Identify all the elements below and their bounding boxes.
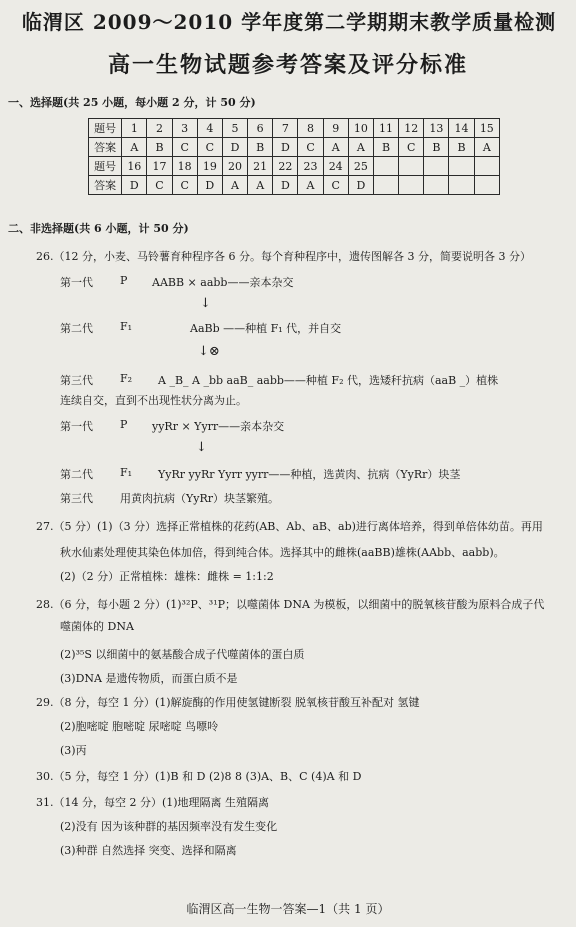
q27-line2: 秋水仙素处理使其染色体加倍，得到纯合体。选择其中的雌株(aaBB)雄株(AAbb、aabb)。	[60, 546, 505, 559]
table-row	[89, 176, 500, 195]
potato-gen2-label: 第二代	[60, 468, 93, 481]
table-cell: 1	[122, 119, 147, 138]
table-cell: 13	[424, 119, 449, 138]
wheat-gen3-text: A _B_ A _bb aaB_ aabb——种植 F₂ 代，选矮秆抗病（aaB _）植株	[158, 374, 499, 387]
potato-gen1-cross: yyRr × Yyrr——亲本杂交	[152, 420, 285, 433]
q28-line3: (2)³⁵S 以细菌中的氨基酸合成子代噬菌体的蛋白质	[60, 648, 305, 661]
table-cell	[449, 157, 474, 176]
table-cell	[399, 176, 424, 195]
table-cell: C	[197, 138, 222, 157]
table-cell: C	[323, 176, 348, 195]
table-row	[89, 119, 500, 138]
table-cell	[424, 176, 449, 195]
table-cell: 25	[348, 157, 373, 176]
table-row-header: 答案	[89, 176, 122, 195]
q28-line2: 噬菌体的 DNA	[60, 620, 134, 633]
wheat-gen1-cross: AABB × aabb——亲本杂交	[152, 276, 294, 289]
table-cell: B	[147, 138, 172, 157]
potato-gen1-label: 第一代	[60, 420, 93, 433]
wheat-gen3-f2: F₂	[120, 372, 133, 385]
section-nonchoice-heading: 二、非选择题(共 6 小题，计 50 分)	[8, 222, 189, 235]
wheat-gen2-f1: F₁	[120, 320, 133, 333]
table-cell: C	[298, 138, 323, 157]
table-cell: 4	[197, 119, 222, 138]
table-row-header: 答案	[89, 138, 122, 157]
q27-line1: 27.（5 分）(1)（3 分）选择正常植株的花药(AB、Ab、aB、ab)进行离体培养，得到单倍体幼苗。再用	[36, 520, 543, 533]
table-cell: A	[222, 176, 247, 195]
table-cell: 2	[147, 119, 172, 138]
q26-intro: 26.（12 分，小麦、马铃薯育种程序各 6 分。每个育种程序中，遗传图解各 3 分，简要说明各 3 分）	[36, 250, 531, 263]
table-cell	[424, 157, 449, 176]
wheat-gen3-cont: 连续自交，直到不出现性状分离为止。	[60, 394, 247, 407]
table-row-header: 题号	[89, 157, 122, 176]
table-cell: 24	[323, 157, 348, 176]
wheat-gen3-label: 第三代	[60, 374, 93, 387]
table-cell: 20	[222, 157, 247, 176]
table-row-header: 题号	[89, 119, 122, 138]
table-cell: 14	[449, 119, 474, 138]
q27-line3: (2)（2 分）正常植株：雄株：雌株 = 1:1:2	[60, 570, 274, 583]
page-title: 高一生物试题参考答案及评分标准	[107, 53, 468, 78]
table-cell: 15	[474, 119, 499, 138]
table-cell: C	[172, 176, 197, 195]
q31-line3: (3)种群 自然选择 突变、选择和隔离	[60, 844, 237, 857]
table-cell	[399, 157, 424, 176]
table-cell: A	[323, 138, 348, 157]
table-cell	[373, 176, 398, 195]
table-cell: A	[348, 138, 373, 157]
potato-gen3-text: 用黄肉抗病（YyRr）块茎繁殖。	[120, 492, 280, 505]
table-cell: A	[474, 138, 499, 157]
potato-gen3-label: 第三代	[60, 492, 93, 505]
table-cell: 22	[273, 157, 298, 176]
q29-line2: (2)胞嘧啶 胞嘧啶 尿嘧啶 鸟嘌呤	[60, 720, 219, 733]
down-arrow-icon: ↓	[200, 296, 211, 311]
table-cell: D	[348, 176, 373, 195]
table-cell: B	[449, 138, 474, 157]
q29-line3: (3)丙	[60, 744, 87, 757]
selfing-arrow-icon: ↓⊗	[198, 344, 220, 359]
table-cell: 18	[172, 157, 197, 176]
q28-line1: 28.（6 分，每小题 2 分）(1)³²P、³¹P；以噬菌体 DNA 为模板，以细菌中的脱氧核苷酸为原料合成子代	[36, 598, 545, 611]
table-cell: 6	[248, 119, 273, 138]
table-cell: B	[248, 138, 273, 157]
table-cell: 5	[222, 119, 247, 138]
q28-line4: (3)DNA 是遗传物质，而蛋白质不是	[60, 672, 238, 685]
wheat-gen2-text: AaBb ——种植 F₁ 代，并自交	[190, 322, 342, 335]
q29-line1: 29.（8 分，每空 1 分）(1)解旋酶的作用使氢键断裂 脱氧核苷酸互补配对 氢键	[36, 696, 420, 709]
table-cell: D	[222, 138, 247, 157]
table-cell: 8	[298, 119, 323, 138]
table-cell: 10	[348, 119, 373, 138]
exam-header: 临渭区 2009～2010 学年度第二学期期末教学质量检测	[21, 10, 557, 34]
table-cell	[449, 176, 474, 195]
table-cell: C	[147, 176, 172, 195]
table-cell: 23	[298, 157, 323, 176]
potato-gen2-f1: F₁	[120, 466, 133, 479]
table-cell: C	[399, 138, 424, 157]
table-cell: D	[122, 176, 147, 195]
table-cell: B	[373, 138, 398, 157]
table-cell: 3	[172, 119, 197, 138]
table-cell: D	[273, 176, 298, 195]
q30-line1: 30.（5 分，每空 1 分）(1)B 和 D (2)8 8 (3)A、B、C (4)A 和 D	[36, 770, 362, 783]
down-arrow-icon: ↓	[196, 440, 207, 455]
table-cell: 12	[399, 119, 424, 138]
potato-gen2-text: YyRr yyRr Yyrr yyrr——种植，选黄肉、抗病（YyRr）块茎	[158, 468, 461, 481]
potato-gen1-p: P	[120, 418, 128, 431]
table-cell	[474, 176, 499, 195]
table-row	[89, 157, 500, 176]
table-cell: 11	[373, 119, 398, 138]
page-footer: 临渭区高一生物一答案—1（共 1 页）	[186, 902, 390, 916]
table-cell: 16	[122, 157, 147, 176]
answer-table	[88, 118, 500, 195]
table-cell: 17	[147, 157, 172, 176]
table-cell: 9	[323, 119, 348, 138]
table-cell: A	[122, 138, 147, 157]
table-cell	[474, 157, 499, 176]
table-row	[89, 138, 500, 157]
section-choice-heading: 一、选择题(共 25 小题，每小题 2 分，计 50 分)	[8, 96, 256, 109]
table-cell: B	[424, 138, 449, 157]
table-cell: C	[172, 138, 197, 157]
table-cell: 19	[197, 157, 222, 176]
table-cell: A	[298, 176, 323, 195]
table-cell	[373, 157, 398, 176]
table-cell: 21	[248, 157, 273, 176]
table-cell: D	[273, 138, 298, 157]
table-cell: D	[197, 176, 222, 195]
q31-line2: (2)没有 因为该种群的基因频率没有发生变化	[60, 820, 278, 833]
table-cell: A	[248, 176, 273, 195]
table-cell: 7	[273, 119, 298, 138]
q31-line1: 31.（14 分，每空 2 分）(1)地理隔离 生殖隔离	[36, 796, 270, 809]
wheat-gen2-label: 第二代	[60, 322, 93, 335]
wheat-gen1-label: 第一代	[60, 276, 93, 289]
wheat-gen1-p: P	[120, 274, 128, 287]
